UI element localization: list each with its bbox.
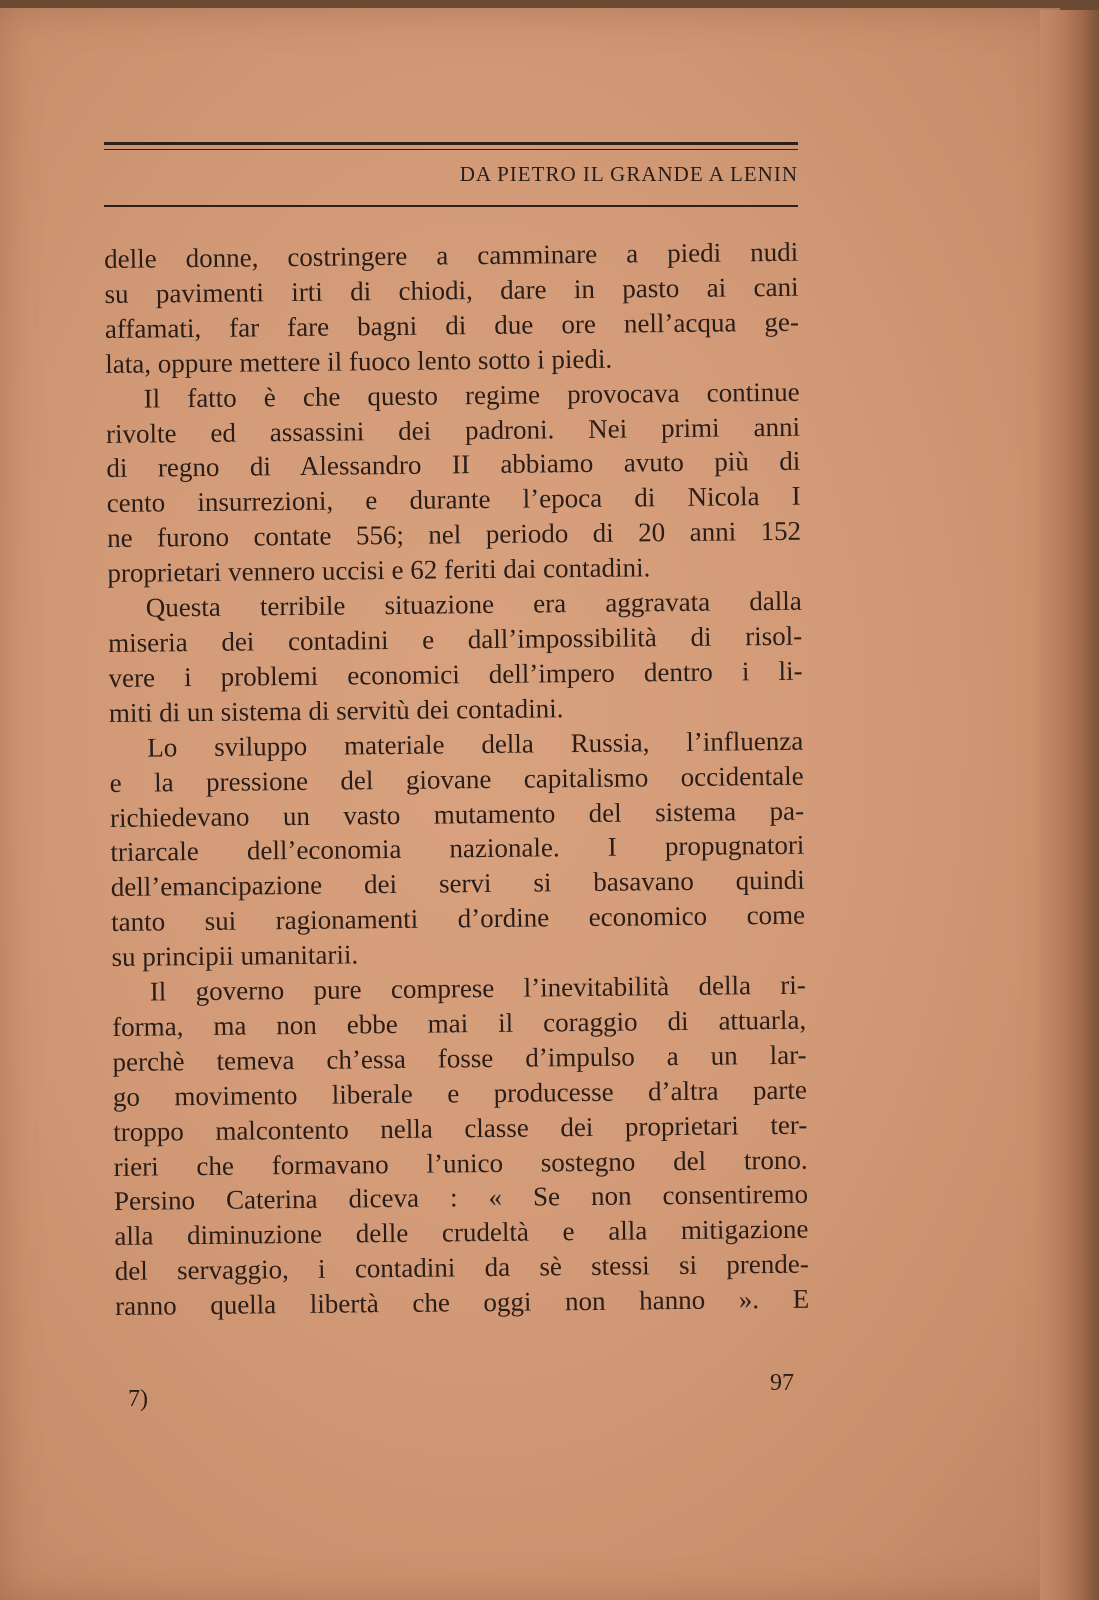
text-line: rivolte ed assassini dei padroni. Nei primi anni	[105, 411, 801, 449]
text-line: go movimento liberale e producesse d’altra parte	[112, 1074, 808, 1112]
header-double-rule	[104, 142, 798, 150]
text-line: miti di un sistema di servitù dei contadini.	[108, 692, 564, 728]
text-line: alla diminuzione delle crudeltà e alla mitigazione	[114, 1214, 809, 1252]
page-edge	[1040, 10, 1099, 1600]
running-head: DA PIETRO IL GRANDE A LENIN	[459, 162, 798, 186]
header-rule	[104, 205, 798, 207]
page-number: 97	[770, 1370, 794, 1396]
text-line: Questa terribile situazione era aggravata dalla	[145, 585, 802, 623]
text-line: cento insurrezioni, e durante l’epoca di Nicola I	[106, 481, 801, 519]
text-line: Lo sviluppo materiale della Russia, l’influenza	[147, 725, 804, 763]
signature-mark: 7)	[128, 1386, 148, 1412]
text-line: triarcale dell’economia nazionale. I propugnatori	[110, 830, 805, 868]
text-line: Persino Caterina diceva : « Se non consentiremo	[113, 1179, 809, 1217]
text-line: richiedevano un vasto mutamento del sistema pa-	[109, 795, 805, 833]
text-line: troppo malcontento nella classe dei proprietari ter-	[113, 1109, 808, 1147]
text-line: delle donne, costringere a camminare a piedi nudi	[104, 236, 799, 274]
text-line: Il governo pure comprese l’inevitabilità della ri-	[149, 969, 806, 1007]
text-line: ne furono contate 556; nel periodo di 20 anni 152	[106, 515, 802, 554]
text-line: lata, oppure mettere il fuoco lento sotto i piedi.	[105, 343, 613, 379]
text-line: affamati, far fare bagni di due ore nell’acqua ge-	[104, 306, 800, 344]
text-line: dell’emancipazione dei servi si basavano quindi	[110, 865, 805, 903]
text-line: tanto sui ragionamenti d’ordine economico come	[110, 899, 806, 938]
text-line: proprietari vennero uccisi e 62 feriti dai contadini.	[107, 552, 651, 589]
text-line: forma, ma non ebbe mai il coraggio di attuarla,	[112, 1004, 807, 1042]
text-line: perchè temeva ch’essa fosse d’impulso a un lar-	[112, 1039, 807, 1077]
text-line: su pavimenti irti di chiodi, dare in pasto ai cani	[104, 271, 799, 309]
text-line: e la pressione del giovane capitalismo occidentale	[109, 760, 804, 798]
text-line: di regno di Alessandro II abbiamo avuto più di	[106, 446, 801, 484]
text-line: Il fatto è che questo regime provocava continue	[143, 376, 800, 414]
body-text	[104, 235, 809, 1324]
text-line: su principii umanitarii.	[111, 939, 359, 973]
text-line: ranno quella libertà che oggi non hanno ». E	[114, 1283, 810, 1322]
text-line: del servaggio, i contadini da sè stessi si prende-	[114, 1248, 809, 1287]
text-line: vere i problemi economici dell’impero dentro i li-	[108, 655, 803, 693]
text-line: miseria dei contadini e dall’impossibilità di risol-	[108, 620, 803, 658]
text-line: rieri che formavano l’unico sostegno del trono.	[113, 1144, 808, 1182]
